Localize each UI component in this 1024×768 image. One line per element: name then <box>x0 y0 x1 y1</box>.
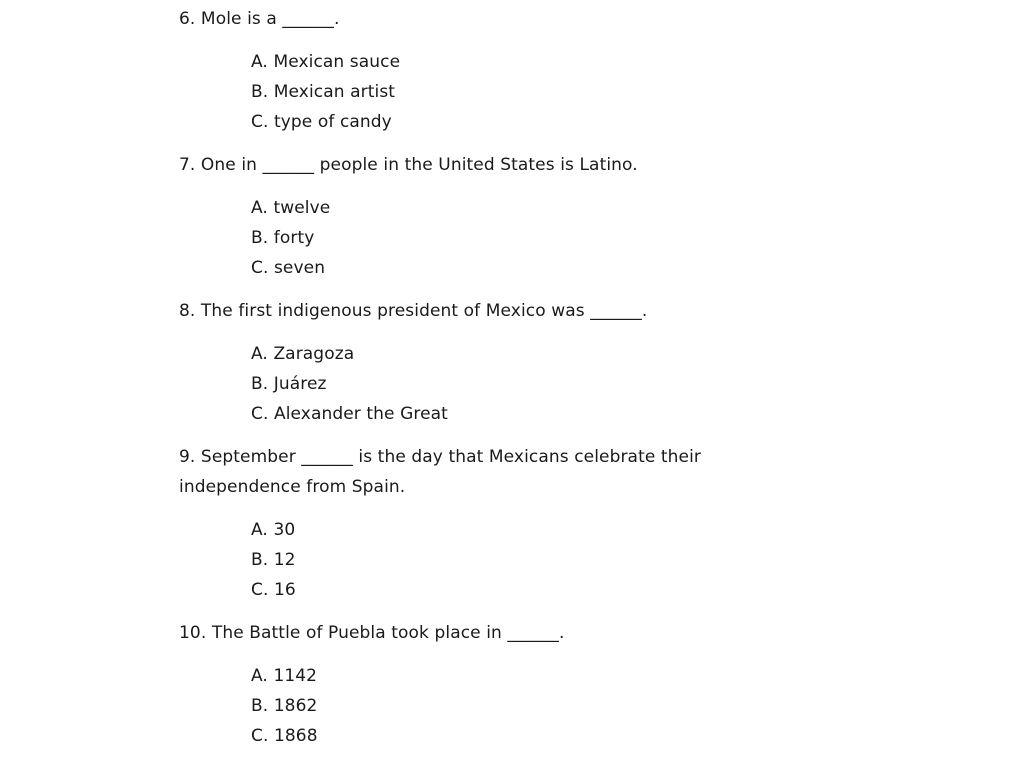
question-7-option-a: A. twelve <box>251 198 331 218</box>
question-6: 6. Mole is a ______. <box>179 9 340 29</box>
question-10-option-c: C. 1868 <box>251 726 318 746</box>
question-9-option-c: C. 16 <box>251 580 296 600</box>
question-8-option-c: C. Alexander the Great <box>251 404 448 424</box>
question-8: 8. The first indigenous president of Mexico was ______. <box>179 301 648 321</box>
question-6-option-c: C. type of candy <box>251 112 392 132</box>
question-9: 9. September ______ is the day that Mexicans celebrate their independence from Spain. <box>179 447 702 497</box>
question-9-option-a: A. 30 <box>251 520 296 540</box>
question-8-option-a: A. Zaragoza <box>251 344 355 364</box>
question-7-option-c: C. seven <box>251 258 326 278</box>
question-6-option-b: B. Mexican artist <box>251 82 396 102</box>
question-10-option-b: B. 1862 <box>251 696 318 716</box>
question-6-option-a: A. Mexican sauce <box>251 52 401 72</box>
question-7: 7. One in ______ people in the United States is Latino. <box>179 155 638 175</box>
question-9-option-b: B. 12 <box>251 550 296 570</box>
question-8-option-b: B. Juárez <box>251 374 327 394</box>
question-10-option-a: A. 1142 <box>251 666 318 686</box>
question-7-option-b: B. forty <box>251 228 315 248</box>
question-10: 10. The Battle of Puebla took place in ______. <box>179 623 565 643</box>
